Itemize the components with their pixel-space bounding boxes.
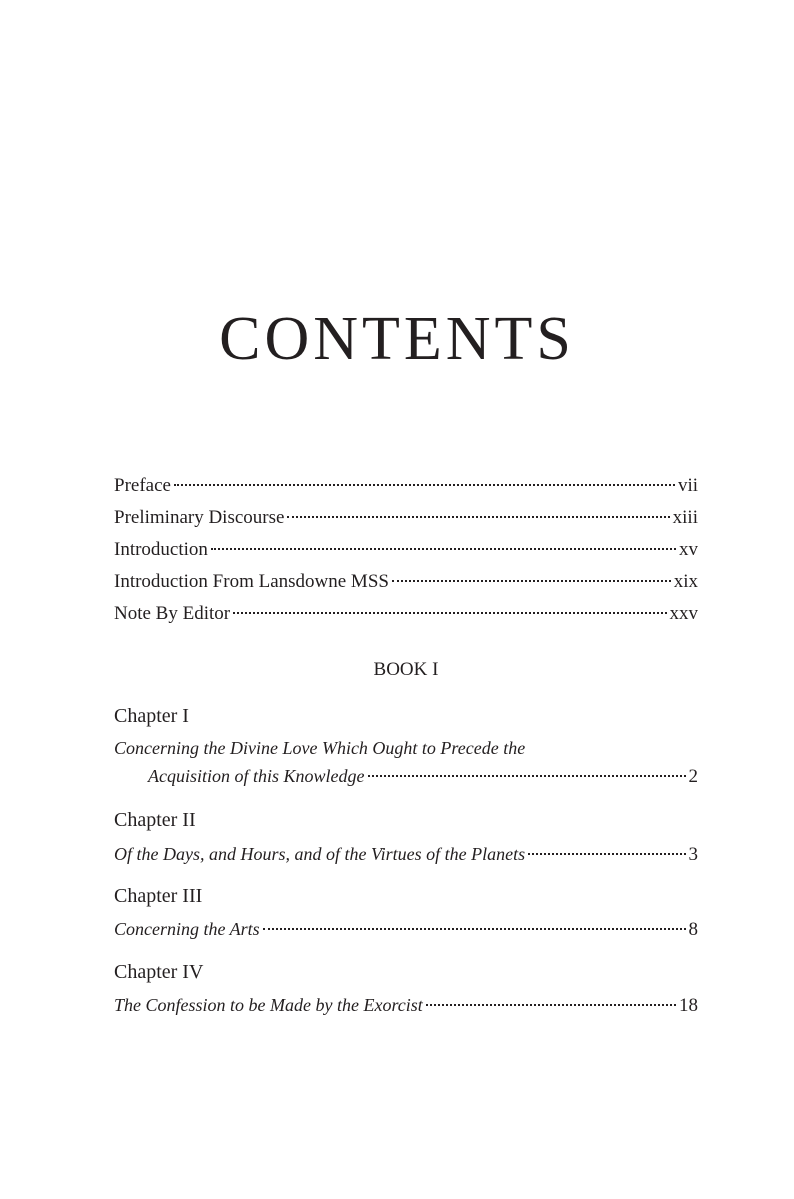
chapter-heading: Chapter IV bbox=[114, 961, 204, 983]
toc-entry-label: Preface bbox=[114, 475, 171, 496]
chapter-title-line: Concerning the Divine Love Which Ought to Precede the bbox=[114, 738, 526, 758]
toc-entry-page: 3 bbox=[688, 844, 698, 865]
toc-entry-chapter-1[interactable] bbox=[148, 764, 698, 788]
toc-entry-label: Preliminary Discourse bbox=[114, 507, 285, 528]
toc-entry-label: Concerning the Arts bbox=[114, 919, 260, 939]
toc-entry-preface[interactable] bbox=[114, 474, 698, 498]
toc-entry-label: Of the Days, and Hours, and of the Virtues of the Planets bbox=[114, 844, 526, 864]
toc-entry-label: Note By Editor bbox=[114, 603, 231, 624]
dot-leader bbox=[174, 484, 675, 486]
dot-leader bbox=[528, 853, 685, 855]
dot-leader bbox=[368, 775, 686, 777]
page-title: CONTENTS bbox=[219, 305, 575, 373]
toc-entry-note-by-editor[interactable] bbox=[114, 602, 698, 626]
toc-entry-page: 8 bbox=[688, 919, 698, 940]
dot-leader bbox=[287, 516, 669, 518]
chapter-heading: Chapter III bbox=[114, 885, 203, 907]
toc-entry-page: xv bbox=[679, 539, 698, 560]
toc-entry-chapter-4[interactable] bbox=[114, 993, 698, 1017]
chapter-heading: Chapter II bbox=[114, 809, 196, 831]
dot-leader bbox=[233, 612, 666, 614]
toc-entry-page: vii bbox=[677, 475, 698, 496]
toc-entry-introduction[interactable] bbox=[114, 538, 698, 562]
toc-entry-page: xxv bbox=[669, 603, 698, 624]
toc-entry-introduction-lansdowne[interactable] bbox=[114, 570, 698, 594]
toc-entry-chapter-3[interactable] bbox=[114, 917, 698, 941]
toc-entry-preliminary-discourse[interactable] bbox=[114, 506, 698, 530]
book-heading: BOOK I bbox=[373, 659, 439, 680]
toc-entry-label: Introduction bbox=[114, 539, 208, 560]
dot-leader bbox=[426, 1004, 676, 1006]
toc-entry-page: 18 bbox=[679, 995, 698, 1016]
toc-entry-page: xix bbox=[673, 571, 698, 592]
toc-entry-label: The Confession to be Made by the Exorcist bbox=[114, 995, 423, 1015]
toc-entry-label: Introduction From Lansdowne MSS bbox=[114, 571, 389, 592]
toc-entry-chapter-2[interactable] bbox=[114, 842, 698, 866]
toc-entry-page: xiii bbox=[672, 507, 698, 528]
toc-entry-page: 2 bbox=[688, 766, 698, 787]
dot-leader bbox=[263, 928, 686, 930]
dot-leader bbox=[392, 580, 671, 582]
dot-leader bbox=[211, 548, 676, 550]
toc-entry-label: Acquisition of this Knowledge bbox=[148, 766, 365, 786]
chapter-heading: Chapter I bbox=[114, 705, 189, 727]
